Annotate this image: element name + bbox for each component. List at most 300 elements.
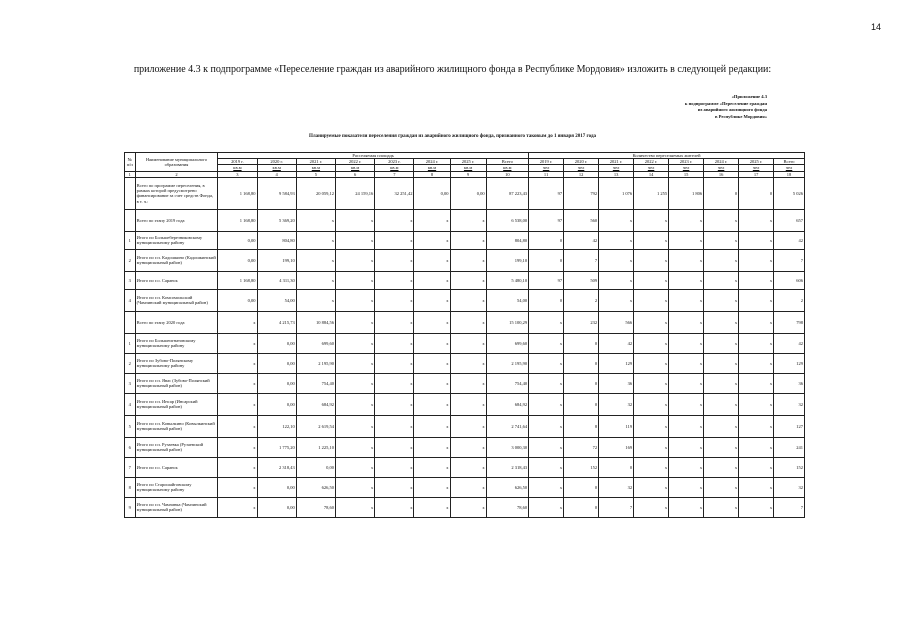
row-number: 2 [125,353,136,373]
table-cell: 657 [774,209,805,231]
appendix-line: в Республике Мордовия» [715,113,767,119]
table-cell: x [704,477,739,497]
table-cell: x [336,477,375,497]
row-name: Итого по г.о. Саранск [135,457,218,477]
row-number: 1 [125,333,136,353]
table-cell: x [450,353,486,373]
table-cell: 626,50 [486,477,529,497]
table-cell: 1 775,20 [257,437,296,457]
page-number: 14 [870,22,881,32]
table-cell: x [375,311,414,333]
people-unit-header: чел [739,165,774,171]
table-row [125,393,805,415]
table-cell: 0,00 [257,477,296,497]
table-cell: 1 255 [634,177,669,209]
column-number: 5 [296,171,335,177]
table-cell: x [414,353,450,373]
table-cell: x [634,231,669,249]
table-cell: 0,00 [257,333,296,353]
table-cell: 0 [564,477,599,497]
table-cell: x [634,437,669,457]
table-cell: x [669,497,704,517]
table-cell: x [218,415,257,437]
column-number: 1 [125,171,136,177]
table-cell: x [414,373,450,393]
table-cell: x [704,249,739,271]
table-cell: x [375,373,414,393]
area-year-header: 2024 г. [414,159,450,165]
table-cell: 42 [564,231,599,249]
table-cell: x [634,477,669,497]
table-cell: 10 884,56 [296,311,335,333]
table-cell: x [336,271,375,289]
table-cell: 199,10 [257,249,296,271]
table-cell: x [336,209,375,231]
area-year-header: 2025 г. [450,159,486,165]
table-cell: x [375,249,414,271]
table-cell: 129 [774,353,805,373]
row-name: Всего по программе переселения, в рамках которой предусмотрено финансирование за счет средств Фонда, в т. ч.: [135,177,218,209]
table-cell: x [336,249,375,271]
table-cell: 1 806 [669,177,704,209]
table-cell: 0,00 [450,177,486,209]
table-cell: 2 [774,289,805,311]
table-cell: x [634,333,669,353]
table-cell: x [704,415,739,437]
table-cell: 32 [774,393,805,415]
table-cell: x [529,457,564,477]
table-cell: x [599,231,634,249]
table-cell: x [529,497,564,517]
table-cell: 2 195,90 [486,353,529,373]
area-year-header: 2019 г. [218,159,257,165]
table-cell: 1 076 [599,177,634,209]
table-cell: x [450,393,486,415]
group-area-header: Расселяемая площадь [218,153,529,159]
table-cell: x [375,497,414,517]
table-row [125,289,805,311]
row-number: 4 [125,289,136,311]
table-cell: x [450,457,486,477]
col-number-header: № п/п [125,153,136,172]
table-cell: x [529,373,564,393]
table-cell: x [529,477,564,497]
table-cell: x [634,249,669,271]
table-cell: 0 [529,289,564,311]
table-cell: x [669,271,704,289]
area-year-header: 2020 г. [257,159,296,165]
row-number: 2 [125,249,136,271]
table-cell: x [529,311,564,333]
table-cell: 54,00 [257,289,296,311]
table-row [125,373,805,393]
table-cell: 0,00 [257,497,296,517]
table-cell: x [739,353,774,373]
table-cell: x [634,311,669,333]
area-year-header: 2022 г. [336,159,375,165]
table-cell: 4 215,73 [257,311,296,333]
table-cell: x [669,415,704,437]
column-number: 12 [564,171,599,177]
table-cell: 2 [564,289,599,311]
table-row [125,311,805,333]
area-unit-header: кв.м [257,165,296,171]
table-cell: x [218,437,257,457]
resettlement-table [124,152,805,518]
table-cell: 606 [774,271,805,289]
table-row [125,209,805,231]
table-cell: x [739,311,774,333]
table-cell: 0,00 [257,373,296,393]
table-cell: 1 168,80 [218,209,257,231]
table-cell: x [296,231,335,249]
table-cell: x [375,415,414,437]
table-cell: x [634,497,669,517]
table-cell: x [336,333,375,353]
table-cell: x [529,353,564,373]
table-cell: 0 [599,457,634,477]
table-cell: x [296,249,335,271]
column-number: 6 [336,171,375,177]
table-cell: x [704,373,739,393]
table-cell: x [634,271,669,289]
table-cell: 684,92 [486,393,529,415]
table-cell: x [218,353,257,373]
table-cell: x [375,333,414,353]
table-cell: 0,00 [257,393,296,415]
people-year-header: 2024 г. [704,159,739,165]
table-cell: 7 [599,497,634,517]
column-number: 9 [450,171,486,177]
area-unit-header: кв.м [336,165,375,171]
people-unit-header: чел [704,165,739,171]
table-cell: 0,00 [218,289,257,311]
column-number: 7 [375,171,414,177]
table-cell: 2 195,90 [296,353,335,373]
table-cell: 0,00 [257,353,296,373]
table-cell: x [669,311,704,333]
table-cell: x [739,437,774,457]
table-cell: 0 [529,231,564,249]
table-cell: x [218,333,257,353]
table-cell: 32 [599,393,634,415]
table-cell: x [450,415,486,437]
column-number: 16 [704,171,739,177]
table-cell: x [336,311,375,333]
table-row [125,231,805,249]
area-year-header: 2021 г. [296,159,335,165]
row-number: 3 [125,271,136,289]
table-cell: x [704,393,739,415]
table-cell: x [450,373,486,393]
table-cell: 1 168,80 [218,271,257,289]
table-cell: x [669,373,704,393]
row-name: Итого по Старошайговскому муниципальному району [135,477,218,497]
column-number: 15 [669,171,704,177]
row-number: 5 [125,415,136,437]
table-cell: x [739,415,774,437]
table-cell: 2 741,64 [486,415,529,437]
table-cell: x [218,373,257,393]
table-cell: 7 [774,249,805,271]
people-year-header: 2019 г. [529,159,564,165]
column-number: 10 [486,171,529,177]
table-cell: 0,00 [296,457,335,477]
table-row [125,477,805,497]
table-cell: x [739,373,774,393]
table-cell: 169 [599,437,634,457]
table-cell: 1 168,80 [218,177,257,209]
table-cell: x [450,289,486,311]
table-row [125,333,805,353]
column-number: 2 [135,171,218,177]
table-cell: x [414,437,450,457]
table-cell: x [704,497,739,517]
table-cell: 0 [564,353,599,373]
table-cell: x [336,353,375,373]
table-cell: 0,00 [414,177,450,209]
people-unit-header: чел [599,165,634,171]
table-cell: 509 [564,271,599,289]
table-cell: 804,80 [257,231,296,249]
row-number: 4 [125,393,136,415]
table-cell: x [739,333,774,353]
row-number [125,209,136,231]
people-year-header: 2022 г. [634,159,669,165]
table-cell: x [669,437,704,457]
table-cell: 566 [599,311,634,333]
table-cell: x [375,477,414,497]
table-cell: x [218,497,257,517]
table-cell: 0 [739,177,774,209]
row-name: Итого по г.о. Саранск [135,271,218,289]
table-cell: x [336,437,375,457]
table-cell: x [414,231,450,249]
table-cell: 2 619,54 [296,415,335,437]
table-cell: 754,40 [296,373,335,393]
table-cell: x [450,231,486,249]
people-year-header: 2023 г. [669,159,704,165]
table-cell: 699,60 [296,333,335,353]
table-cell: x [669,457,704,477]
table-cell: 6 538,00 [486,209,529,231]
area-unit-header: кв.м [375,165,414,171]
table-cell: 0,00 [218,231,257,249]
table-cell: 97 [529,271,564,289]
table-cell: x [739,271,774,289]
table-cell: x [669,289,704,311]
table-cell: 199,10 [486,249,529,271]
table-cell: x [669,249,704,271]
table-cell: x [599,271,634,289]
table-cell: 119 [599,415,634,437]
area-unit-header: кв.м [296,165,335,171]
table-cell: 3 000,30 [486,437,529,457]
table-cell: x [669,477,704,497]
column-number: 13 [599,171,634,177]
table-cell: 127 [774,415,805,437]
table-cell: x [375,353,414,373]
column-number: 3 [218,171,257,177]
table-cell: x [414,311,450,333]
table-cell: x [336,497,375,517]
table-cell: 0 [564,497,599,517]
table-cell: x [414,249,450,271]
table-cell: x [529,437,564,457]
column-number: 14 [634,171,669,177]
table-cell: x [739,209,774,231]
table-row [125,415,805,437]
column-number: 18 [774,171,805,177]
people-year-header: 2021 г. [599,159,634,165]
table-cell: 42 [599,333,634,353]
table-row [125,271,805,289]
table-cell: x [704,231,739,249]
table-cell: x [450,209,486,231]
column-number: 4 [257,171,296,177]
row-name: Итого по г.п. Кадошкино (Кадошкинский муниципальный район) [135,249,218,271]
table-cell: 2 318,43 [486,457,529,477]
table-cell: 0 [529,249,564,271]
table-cell: 15 100,29 [486,311,529,333]
table-cell: 5 480,10 [486,271,529,289]
table-cell: 129 [599,353,634,373]
table-cell: x [634,209,669,231]
table-cell: x [599,289,634,311]
table-row [125,353,805,373]
table-cell: x [375,437,414,457]
table-cell: x [336,415,375,437]
table-cell: 32 [774,477,805,497]
table-row [125,249,805,271]
table-cell: 42 [774,231,805,249]
table-cell: x [414,415,450,437]
table-cell: x [218,457,257,477]
table-cell: 5 369,20 [257,209,296,231]
document-heading: приложение 4.3 к подпрограмме «Переселение граждан из аварийного жилищного фонда в Республике Мордовия» изложить в следующей редакции: [133,64,772,75]
table-cell: x [704,209,739,231]
table-cell: x [336,289,375,311]
row-name: Итого по г.п. Чамзинка (Чамзинский муниципальный район) [135,497,218,517]
table-cell: 792 [564,177,599,209]
table-cell: x [669,353,704,373]
row-number: 9 [125,497,136,517]
table-cell: 0 [564,373,599,393]
table-cell: x [336,373,375,393]
table-cell: x [414,457,450,477]
table-cell: 9 584,93 [257,177,296,209]
table-cell: 560 [564,209,599,231]
table-cell: 0 [564,333,599,353]
table-cell: x [739,477,774,497]
table-cell: 87 223,43 [486,177,529,209]
row-name: Всего по этапу 2020 года [135,311,218,333]
table-cell: x [218,311,257,333]
table-cell: 684,92 [296,393,335,415]
table-cell: x [296,209,335,231]
table-cell: x [704,333,739,353]
table-cell: 32 251,42 [375,177,414,209]
people-unit-header: чел [669,165,704,171]
table-cell: 241 [774,437,805,457]
table-cell: 4 311,30 [257,271,296,289]
people-unit-header: чел [634,165,669,171]
table-cell: x [296,289,335,311]
table-cell: x [450,437,486,457]
area-year-header: 2023 г. [375,159,414,165]
table-cell: 72 [564,437,599,457]
table-cell: 97 [529,209,564,231]
table-cell: x [414,209,450,231]
table-cell: 152 [564,457,599,477]
table-row [125,437,805,457]
table-cell: 36 [599,373,634,393]
table-cell: 42 [774,333,805,353]
area-unit-header: кв.м [486,165,529,171]
table-cell: x [739,393,774,415]
table-cell: 20 059,12 [296,177,335,209]
table-cell: 232 [564,311,599,333]
table-cell: 804,80 [486,231,529,249]
appendix-line: к подпрограмме «Переселение граждан [684,100,767,106]
table-cell: x [634,289,669,311]
table-cell: x [739,457,774,477]
table-cell: 78,60 [296,497,335,517]
table-cell: x [296,271,335,289]
column-number: 8 [414,171,450,177]
table-cell: x [414,289,450,311]
table-cell: 32 [599,477,634,497]
table-cell: 7 [564,249,599,271]
table-cell: x [704,353,739,373]
table-cell: 754,40 [486,373,529,393]
col-name-header: Наименование муниципального образования [135,153,218,172]
row-name: Итого по г.п. Рузаевка (Рузаевский муниципальный район) [135,437,218,457]
row-name: Итого по г.п. Ковылкино (Ковылкинский муниципальный район) [135,415,218,437]
row-number: 1 [125,231,136,249]
table-title: Планируемые показатели переселения граждан из аварийного жилищного фонда, признанного таковым до 1 января 2017 года [308,134,597,139]
row-name: Итого по г.п. Комсомольский (Чамзинский муниципальный район) [135,289,218,311]
table-cell: 78,60 [486,497,529,517]
row-number [125,177,136,209]
table-cell: 7 [774,497,805,517]
table-cell: 0,00 [218,249,257,271]
row-name: Итого по Большеберезниковскому муниципальному району [135,231,218,249]
area-year-header: Всего [486,159,529,165]
table-cell: x [529,415,564,437]
table-cell: x [669,209,704,231]
column-number: 11 [529,171,564,177]
row-name: Итого по г.п. Инсар (Инсарский муниципальный район) [135,393,218,415]
table-cell: x [218,393,257,415]
row-name: Всего по этапу 2019 года [135,209,218,231]
table-cell: 626,50 [296,477,335,497]
people-unit-header: чел [564,165,599,171]
table-cell: x [669,231,704,249]
table-cell: x [704,311,739,333]
table-cell: x [704,437,739,457]
table-cell: 152 [774,457,805,477]
table-row [125,457,805,477]
table-cell: x [218,477,257,497]
people-unit-header: чел [774,165,805,171]
table-cell: x [634,457,669,477]
table-cell: x [529,393,564,415]
table-cell: x [634,415,669,437]
table-cell: x [414,333,450,353]
table-cell: x [739,249,774,271]
appendix-caption [685,94,767,120]
